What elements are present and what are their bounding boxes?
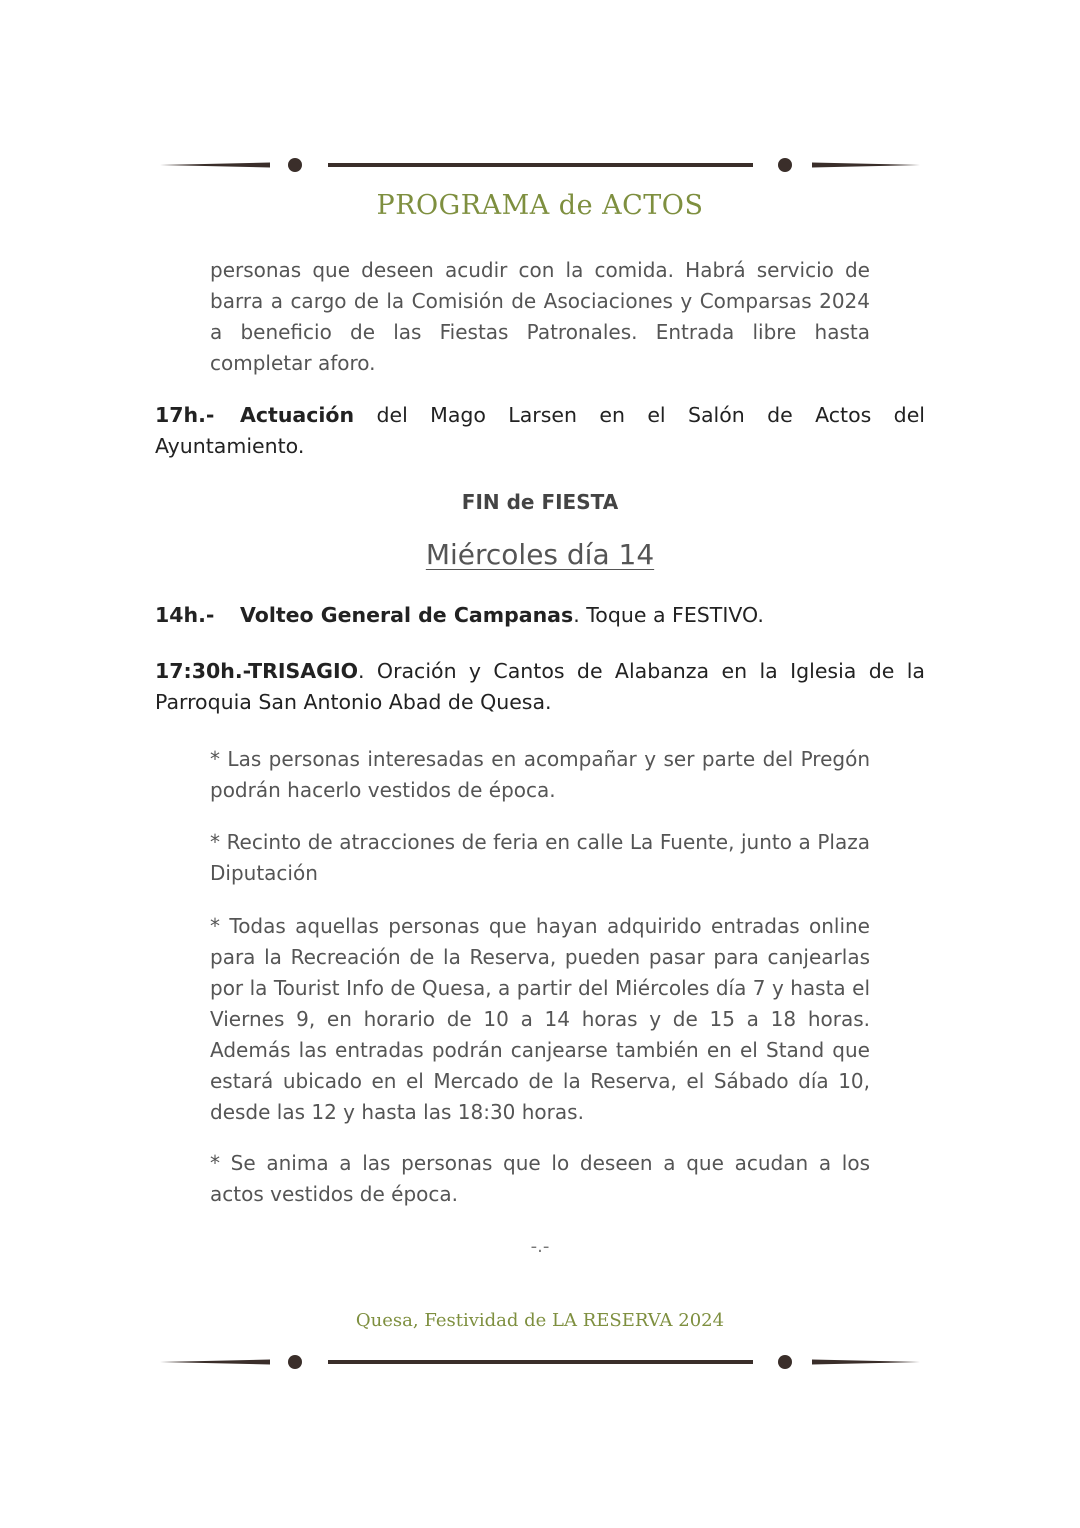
event-title: Volteo General de Campanas bbox=[240, 603, 574, 627]
note-item: * Se anima a las personas que lo deseen a que acudan a los actos vestidos de época. bbox=[210, 1151, 870, 1206]
event-14h bbox=[155, 600, 925, 631]
intro-paragraph: personas que deseen acudir con la comida. Habrá servicio de barra a cargo de la Comisión de Asociaciones y Comparsas 2024 a beneficio de las Fiestas Patronales. Entrada libre hasta completar aforo. bbox=[210, 258, 870, 375]
event-time: 17:30h.-TRISAGIO bbox=[155, 659, 359, 683]
top-decorative-rule bbox=[160, 158, 920, 172]
event-description: . Oración y Cantos de Alabanza en la Iglesia de la Parroquia San Antonio Abad de Quesa. bbox=[155, 659, 925, 714]
fin-de-fiesta-heading: FIN de FIESTA bbox=[461, 490, 619, 514]
separator: -.- bbox=[530, 1236, 550, 1257]
event-title: Actuación bbox=[240, 403, 355, 427]
note-item: * Recinto de atracciones de feria en calle La Fuente, junto a Plaza Diputación bbox=[210, 830, 870, 885]
note-item: * Las personas interesadas en acompañar y ser parte del Pregón podrán hacerlo vestidos de época. bbox=[210, 747, 870, 802]
event-time: 17h.- bbox=[155, 403, 215, 427]
note-item: * Todas aquellas personas que hayan adquirido entradas online para la Recreación de la Reserva, pueden pasar para canjearlas por la Tourist Info de Quesa, a partir del Miércoles día 7 y hasta el Viernes 9, en horario de 10 a 14 horas y de 15 a 18 horas. Además las entradas podrán canjearse también en el Stand que estará ubicado en el Mercado de la Reserva, el Sábado día 10, desde las 12 y hasta las 18:30 horas. bbox=[210, 914, 870, 1124]
event-time: 14h.- bbox=[155, 603, 215, 627]
footer-text: Quesa, Festividad de LA RESERVA 2024 bbox=[355, 1310, 725, 1331]
event-17h bbox=[155, 400, 925, 462]
bottom-decorative-rule bbox=[160, 1355, 920, 1369]
page-title: PROGRAMA de ACTOS bbox=[376, 190, 704, 221]
day-heading: Miércoles día 14 bbox=[425, 538, 655, 571]
event-description: del Mago Larsen en el Salón de Actos del Ayuntamiento. bbox=[155, 403, 925, 458]
event-description: . Toque a FESTIVO. bbox=[573, 603, 764, 627]
event-1730 bbox=[155, 656, 925, 718]
